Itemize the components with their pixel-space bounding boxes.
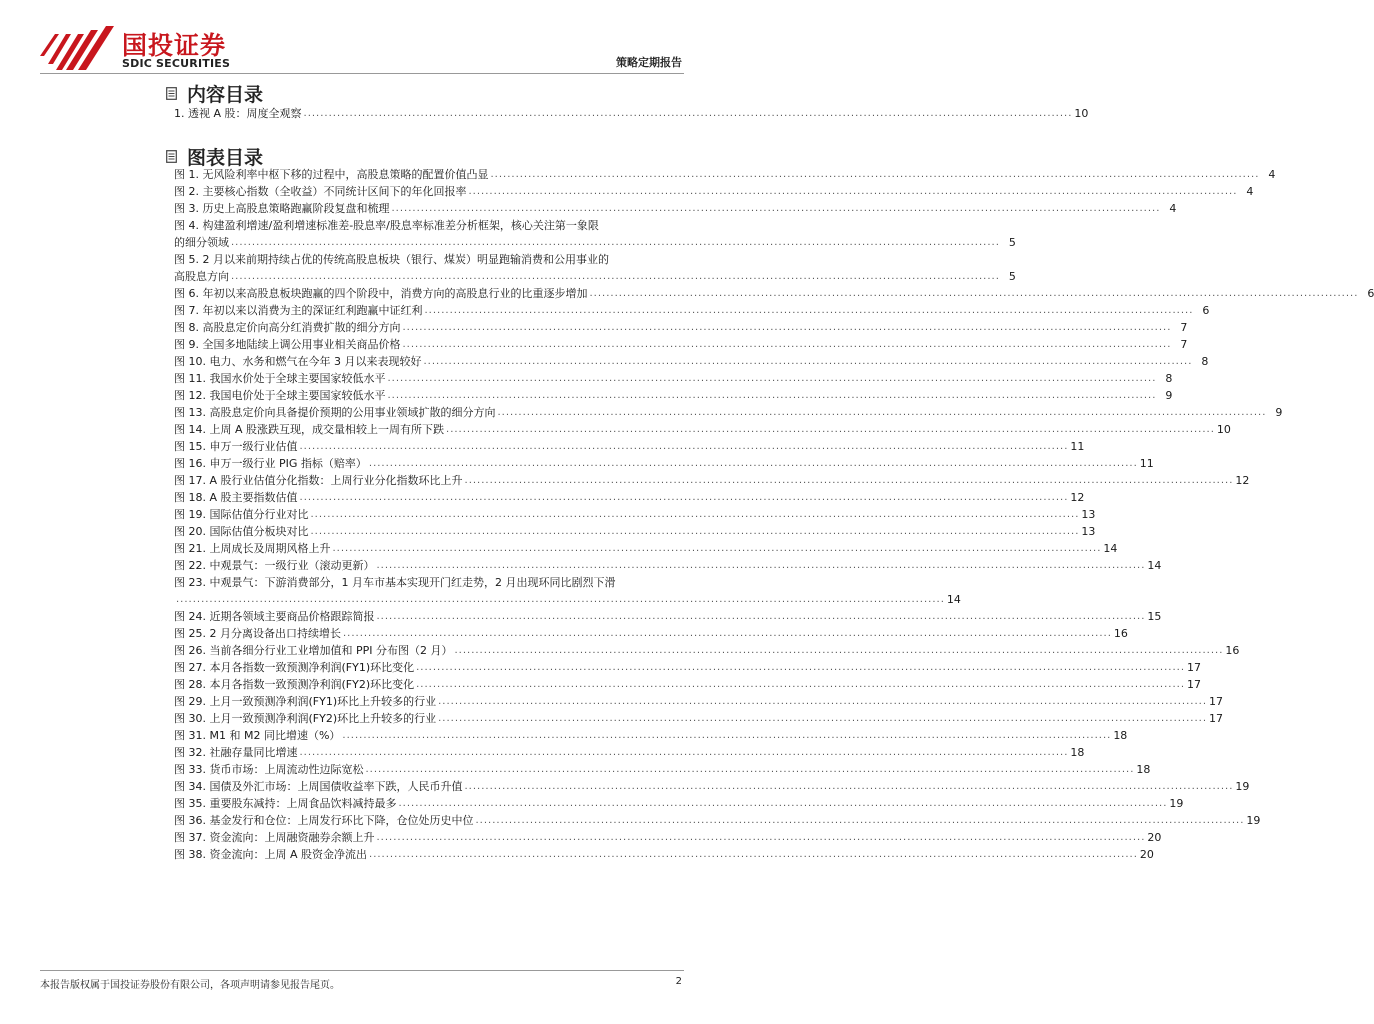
- figure-entry[interactable]: [174, 438, 1085, 455]
- toc-entry-label: 图 5. 2 月以来前期持续占优的传统高股息板块（银行、煤炭）明显跑输消费和公用事业的: [174, 253, 609, 266]
- footer-disclaimer: 本报告版权属于国投证券股份有限公司，各项声明请参见报告尾页。: [40, 980, 340, 991]
- dot-leader: [416, 659, 1185, 676]
- toc-entry-label: 图 8. 高股息定价向高分红消费扩散的细分方向: [174, 321, 401, 334]
- toc-entry-label: 图 10. 电力、水务和燃气在今年 3 月以来表现较好: [174, 355, 422, 368]
- toc-entry-page: 19: [1235, 780, 1250, 793]
- toc-entry-label-continued: 高股息方向: [174, 270, 229, 283]
- toc-entry-page: 8: [1201, 355, 1209, 368]
- dot-leader: [311, 523, 1080, 540]
- toc-entry-page: 10: [1216, 423, 1231, 436]
- figure-entry[interactable]: [174, 625, 1128, 642]
- document-icon: [166, 87, 177, 100]
- toc-entry-label: 图 1. 无风险利率中枢下移的过程中，高股息策略的配置价值凸显: [174, 168, 489, 181]
- figure-entry[interactable]: [174, 710, 1224, 727]
- dot-leader: [377, 608, 1146, 625]
- figure-entry[interactable]: [174, 540, 1118, 557]
- toc-entry-page: 11: [1070, 440, 1085, 453]
- toc-entry-label: 1. 透视 A 股：周度全观察: [174, 107, 302, 120]
- figure-entry[interactable]: [174, 761, 1151, 778]
- figure-entry[interactable]: [174, 727, 1128, 744]
- toc-entry-page: 5: [1008, 236, 1016, 249]
- toc-entry-label: 图 12. 我国电价处于全球主要国家较低水平: [174, 389, 386, 402]
- toc-entry-page: 7: [1180, 321, 1188, 334]
- figure-entry[interactable]: [174, 489, 1085, 506]
- toc-entry-label: 图 3. 历史上高股息策略跑赢阶段复盘和梳理: [174, 202, 390, 215]
- contents-heading: [166, 80, 263, 107]
- dot-leader: [377, 557, 1146, 574]
- toc-entry-page: 5: [1008, 270, 1016, 283]
- toc-entry-page: 4: [1268, 168, 1276, 181]
- toc-entry-label: 图 28. 本月各指数一致预测净利润(FY2)环比变化: [174, 678, 415, 691]
- toc-entry-page: 7: [1180, 338, 1188, 351]
- toc-entry-page: 13: [1081, 525, 1096, 538]
- toc-entry-page: 6: [1202, 304, 1210, 317]
- toc-entry-label: 图 20. 国际估值分板块对比: [174, 525, 309, 538]
- toc-entry-label: 图 9. 全国多地陆续上调公用事业相关商品价格: [174, 338, 401, 351]
- document-icon: [166, 150, 177, 163]
- figure-entry[interactable]: [174, 166, 1276, 183]
- dot-leader: [300, 438, 1069, 455]
- toc-entry-page: 17: [1209, 712, 1224, 725]
- toc-entry-page: 19: [1246, 814, 1261, 827]
- toc-entry-label: 图 27. 本月各指数一致预测净利润(FY1)环比变化: [174, 661, 415, 674]
- figure-entry[interactable]: [174, 455, 1154, 472]
- toc-entry-page: 13: [1081, 508, 1096, 521]
- dot-leader: [498, 404, 1267, 421]
- dot-leader: [176, 591, 945, 608]
- toc-entry-label: 图 19. 国际估值分行业对比: [174, 508, 309, 521]
- page-number: 2: [675, 976, 682, 987]
- dot-leader: [438, 693, 1207, 710]
- figure-entry[interactable]: [174, 506, 1096, 523]
- toc-entry-label: 图 29. 上月一致预测净利润(FY1)环比上升较多的行业: [174, 695, 437, 708]
- figures-heading-text: 图表目录: [187, 147, 264, 169]
- dot-leader: [388, 370, 1157, 387]
- dot-leader: [438, 710, 1207, 727]
- toc-entry-page: 18: [1070, 746, 1085, 759]
- figure-entry[interactable]: [174, 404, 1283, 421]
- logo-stripes-icon: [40, 26, 116, 70]
- figure-entry[interactable]: [174, 574, 961, 608]
- figure-entry[interactable]: [174, 846, 1154, 863]
- figures-list: [174, 166, 1374, 863]
- dot-leader: [403, 336, 1172, 353]
- dot-leader: [231, 268, 1000, 285]
- dot-leader: [465, 472, 1234, 489]
- toc-entry-page: 18: [1136, 763, 1151, 776]
- toc-entry-label: 图 31. M1 和 M2 同比增速（%）: [174, 729, 341, 742]
- dot-leader: [469, 183, 1238, 200]
- dot-leader: [366, 761, 1135, 778]
- figure-entry[interactable]: [174, 608, 1162, 625]
- toc-entry-label: 图 30. 上月一致预测净利润(FY2)环比上升较多的行业: [174, 712, 437, 725]
- toc-entry-label: 图 15. 申万一级行业估值: [174, 440, 298, 453]
- toc-entry-label: 图 35. 重要股东减持：上周食品饮料减持最多: [174, 797, 397, 810]
- figure-entry[interactable]: [174, 829, 1162, 846]
- toc-entry-page: 20: [1139, 848, 1154, 861]
- toc-entry-label: 图 34. 国债及外汇市场：上周国债收益率下跌，人民币升值: [174, 780, 463, 793]
- company-logo: [40, 26, 240, 72]
- dot-leader: [590, 285, 1359, 302]
- dot-leader: [388, 387, 1157, 404]
- dot-leader: [392, 200, 1161, 217]
- dot-leader: [304, 105, 1073, 122]
- contents-list: [174, 105, 1089, 122]
- toc-entry-label: 图 37. 资金流向：上周融资融券余额上升: [174, 831, 375, 844]
- toc-entry-label: 图 26. 当前各细分行业工业增加值和 PPI 分布图（2 月）: [174, 644, 453, 657]
- toc-entry-page: 12: [1070, 491, 1085, 504]
- figure-entry[interactable]: [174, 183, 1254, 200]
- toc-entry-page: 4: [1246, 185, 1254, 198]
- dot-leader: [333, 540, 1102, 557]
- dot-leader: [369, 455, 1138, 472]
- toc-entry-page: 14: [946, 593, 961, 606]
- toc-entry-page: 9: [1165, 389, 1173, 402]
- figure-entry[interactable]: [174, 370, 1173, 387]
- toc-entry-label: 图 25. 2 月分离设备出口持续增长: [174, 627, 341, 640]
- dot-leader: [476, 812, 1245, 829]
- dot-leader: [423, 353, 1192, 370]
- figure-entry[interactable]: [174, 353, 1209, 370]
- figure-entry[interactable]: [174, 200, 1177, 217]
- toc-entry-page: 16: [1113, 627, 1128, 640]
- toc-entry-page: 11: [1139, 457, 1154, 470]
- dot-leader: [342, 727, 1111, 744]
- figure-entry[interactable]: [174, 251, 1016, 285]
- dot-leader: [491, 166, 1260, 183]
- page-header: [0, 0, 724, 80]
- report-type-label: 策略定期报告: [616, 56, 682, 69]
- figure-entry[interactable]: [174, 217, 1016, 251]
- dot-leader: [231, 234, 1000, 251]
- dot-leader: [454, 642, 1223, 659]
- figure-entry[interactable]: [174, 693, 1224, 710]
- dot-leader: [311, 506, 1080, 523]
- figure-entry[interactable]: [174, 812, 1261, 829]
- toc-entry-label: 图 18. A 股主要指数估值: [174, 491, 298, 504]
- toc-entry-label: 图 32. 社融存量同比增速: [174, 746, 298, 759]
- toc-entry-label: 图 21. 上周成长及周期风格上升: [174, 542, 331, 555]
- toc-entry-label: 图 36. 基金发行和仓位：上周发行环比下降，仓位处历史中位: [174, 814, 474, 827]
- figure-entry[interactable]: [174, 336, 1188, 353]
- toc-entry-label: 图 6. 年初以来高股息板块跑赢的四个阶段中，消费方向的高股息行业的比重逐步增加: [174, 287, 588, 300]
- toc-entry-label: 图 23. 中观景气：下游消费部分，1 月车市基本实现开门红走势，2 月出现环同比剧烈下滑: [174, 576, 616, 589]
- toc-entry-label: 图 24. 近期各领域主要商品价格跟踪简报: [174, 610, 375, 623]
- figure-entry[interactable]: [174, 778, 1250, 795]
- figure-entry[interactable]: [174, 302, 1210, 319]
- figure-entry[interactable]: [174, 285, 1374, 302]
- toc-entry-page: 4: [1169, 202, 1177, 215]
- figure-entry[interactable]: [174, 795, 1184, 812]
- toc-entry-page: 12: [1235, 474, 1250, 487]
- toc-entry-page: 14: [1147, 559, 1162, 572]
- toc-entry-label: 图 38. 资金流向：上周 A 股资金净流出: [174, 848, 368, 861]
- dot-leader: [300, 744, 1069, 761]
- toc-entry-label: 图 11. 我国水价处于全球主要国家较低水平: [174, 372, 386, 385]
- header-divider: [40, 73, 684, 74]
- toc-entry-page: 17: [1187, 661, 1202, 674]
- figure-entry[interactable]: [174, 557, 1162, 574]
- toc-entry-page: 6: [1367, 287, 1374, 300]
- figure-entry[interactable]: [174, 659, 1202, 676]
- dot-leader: [446, 421, 1215, 438]
- logo-english-name: SDIC SECURITIES: [122, 57, 231, 70]
- toc-entry-label: 图 2. 主要核心指数（全收益）不同统计区间下的年化回报率: [174, 185, 467, 198]
- toc-entry-page: 10: [1074, 107, 1089, 120]
- toc-entry-label: 图 14. 上周 A 股涨跌互现，成交量相较上一周有所下跌: [174, 423, 445, 436]
- dot-leader: [399, 795, 1168, 812]
- toc-entry-page: 14: [1103, 542, 1118, 555]
- toc-entry-page: 20: [1147, 831, 1162, 844]
- figure-entry[interactable]: [174, 523, 1096, 540]
- toc-entry-page: 16: [1225, 644, 1240, 657]
- footer-divider: [40, 970, 684, 971]
- figure-entry[interactable]: [174, 387, 1173, 404]
- dot-leader: [300, 489, 1069, 506]
- toc-entry-page: 9: [1275, 406, 1283, 419]
- logo-chinese-name: 国投证券: [122, 31, 227, 60]
- dot-leader: [377, 829, 1146, 846]
- figure-entry[interactable]: [174, 319, 1188, 336]
- figure-entry[interactable]: [174, 472, 1250, 489]
- toc-entry-label: 图 4. 构建盈利增速/盈利增速标准差-股息率/股息率标准差分析框架，核心关注第一象限: [174, 219, 599, 232]
- figure-entry[interactable]: [174, 642, 1240, 659]
- figure-entry[interactable]: [174, 676, 1202, 693]
- dot-leader: [465, 778, 1234, 795]
- toc-entry-label: 图 17. A 股行业估值分化指数：上周行业分化指数环比上升: [174, 474, 463, 487]
- dot-leader: [369, 846, 1138, 863]
- toc-entry-label: 图 33. 货币市场：上周流动性边际宽松: [174, 763, 364, 776]
- figure-entry[interactable]: [174, 421, 1231, 438]
- dot-leader: [425, 302, 1194, 319]
- contents-heading-text: 内容目录: [187, 84, 264, 106]
- dot-leader: [403, 319, 1172, 336]
- toc-entry-page: 17: [1187, 678, 1202, 691]
- toc-entry-page: 17: [1209, 695, 1224, 708]
- dot-leader: [416, 676, 1185, 693]
- toc-entry-page: 8: [1165, 372, 1173, 385]
- toc-entry-label: 图 16. 申万一级行业 PIG 指标（赔率）: [174, 457, 367, 470]
- toc-entry-label: 图 22. 中观景气：一级行业（滚动更新）: [174, 559, 375, 572]
- toc-entry-page: 19: [1169, 797, 1184, 810]
- toc-entry-page: 18: [1113, 729, 1128, 742]
- toc-entry-label-continued: 的细分领域: [174, 236, 229, 249]
- toc-entry-label: 图 7. 年初以来以消费为主的深证红利跑赢中证红利: [174, 304, 423, 317]
- dot-leader: [343, 625, 1112, 642]
- figure-entry[interactable]: [174, 744, 1085, 761]
- toc-entry[interactable]: [174, 105, 1089, 122]
- toc-entry-page: 15: [1147, 610, 1162, 623]
- toc-entry-label: 图 13. 高股息定价向具备提价预期的公用事业领域扩散的细分方向: [174, 406, 496, 419]
